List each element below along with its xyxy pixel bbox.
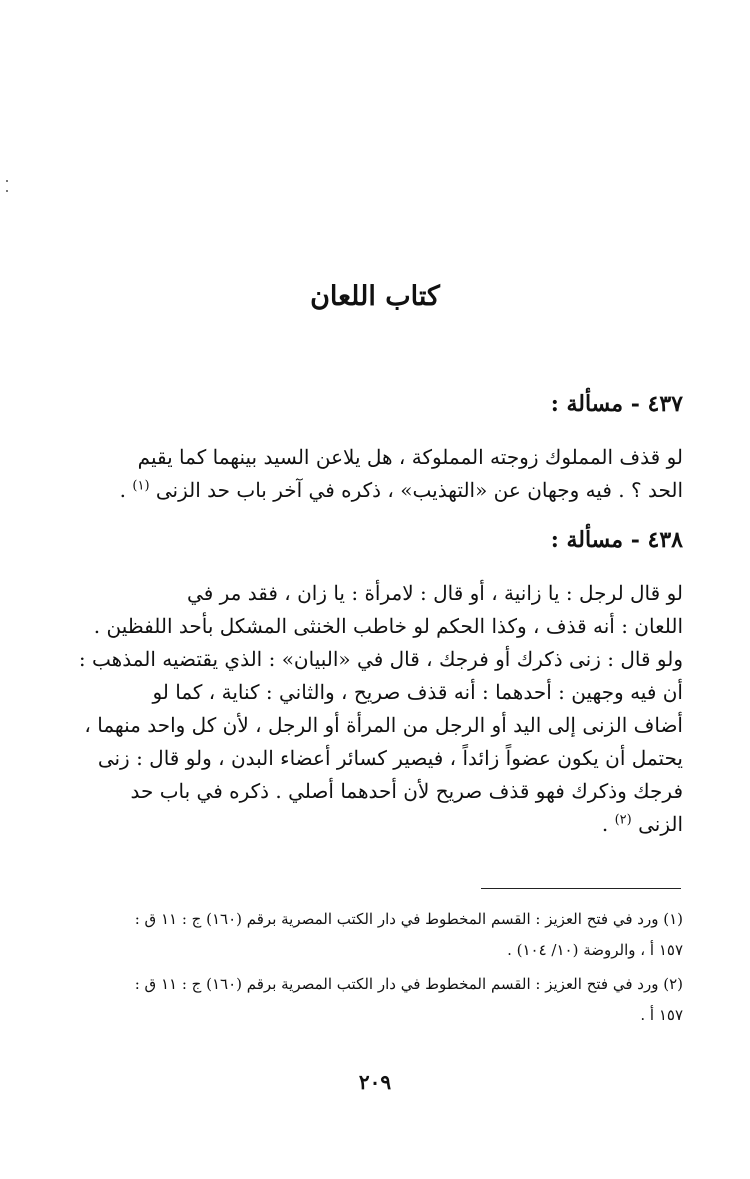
page-number: ٢٠٩ [358,1070,392,1094]
text-line: فرجك وذكرك فهو قذف صريح لأن أحدهما أصلي . ذكره في باب حد [130,779,683,803]
footnote-ref-1: (١) [132,478,150,494]
text-line-last [63,474,683,507]
footnote-line: ١٥٧ أ . [640,1006,683,1024]
footnote-1 [63,904,683,966]
text-line: ولو قال : زنى ذكرك أو فرجك ، قال في «البيان» : الذي يقتضيه المذهب : [78,647,683,671]
text-line: لو قال لرجل : يا زانية ، أو قال : لامرأة : يا زان ، فقد مر في [187,581,683,605]
footnote-divider [481,888,681,889]
full-stop: . [119,478,133,502]
text-line: أضاف الزنى إلى اليد أو الرجل من المرأة أو الرجل ، لأن كل واحد منهما ، [84,713,683,737]
footnote-ref-2: (٢) [614,812,632,828]
footnote-line: (١) ورد في فتح العزيز : القسم المخطوط في دار الكتب المصرية برقم (١٦٠) ج : ١١ ق : [134,910,683,928]
footnote-line: (٢) ورد في فتح العزيز : القسم المخطوط في دار الكتب المصرية برقم (١٦٠) ج : ١١ ق : [134,975,683,993]
footnote-line: ١٥٧ أ ، والروضة (١٠/ ١٠٤) . [507,941,683,959]
text-line: لو قذف المملوك زوجته المملوكة ، هل يلاعن السيد بينهما كما يقيم [137,445,683,469]
footnotes [63,904,683,1034]
text-line: اللعان : أنه قذف ، وكذا الحكم لو خاطب الخنثى المشكل بأحد اللفظين . [93,614,683,638]
issue-heading-438: ٤٣٨ - مسألة : [550,527,683,553]
scan-margin-marks [6,180,8,200]
full-stop: . [601,812,615,836]
text-line-last [63,808,683,841]
text-line: أن فيه وجهين : أحدهما : أنه قذف صريح ، والثاني : كناية ، كما لو [152,680,683,704]
chapter-title: كتاب اللعان [310,281,440,312]
text-line: الحد ؟ . فيه وجهان عن «التهذيب» ، ذكره في آخر باب حد الزنى [155,478,683,502]
footnote-2 [63,969,683,1031]
text-line: يحتمل أن يكون عضواً زائداً ، فيصير كسائر أعضاء البدن ، ولو قال : زنى [97,746,683,770]
text-line: الزنى [638,812,683,836]
issue-body-438 [63,577,683,841]
issue-heading-437: ٤٣٧ - مسألة : [550,391,683,417]
issue-body-437 [63,441,683,507]
